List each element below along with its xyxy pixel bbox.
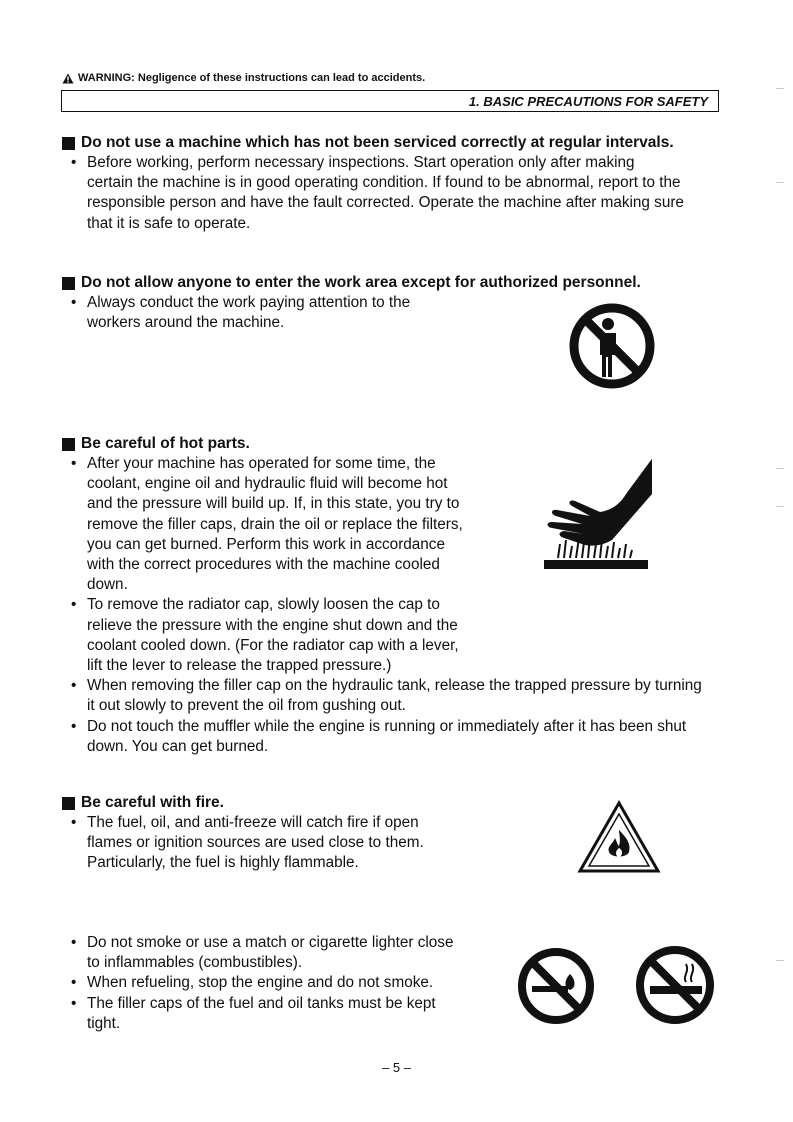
warning-text: WARNING: Negligence of these instructions can lead to accidents. [78, 72, 426, 84]
bullet-item: • When refueling, stop the engine and do not smoke. [71, 974, 434, 992]
edge-mark [776, 506, 784, 507]
bullet-item: • Do not smoke or use a match or cigarette lighter close to inflammables (combustibles). [71, 934, 454, 972]
section-heading: Do not use a machine which has not been serviced correctly at regular intervals. [62, 133, 684, 153]
section-serviced [62, 133, 684, 234]
edge-mark [776, 960, 784, 961]
section-title: 1. BASIC PRECAUTIONS FOR SAFETY [468, 94, 708, 109]
edge-mark [776, 88, 784, 89]
heading-square-icon [62, 277, 75, 290]
bullet-item: • After your machine has operated for some time, the coolant, engine oil and hydraulic fluid will become hot and the pressure will build up. If, in this state, you try to remove the filler caps, drain the oil or replace the filters, you can get burned. Perform this work in accordance with the correct procedures with the machine cooled down. [71, 455, 463, 594]
section-heading: Be careful with fire. [62, 793, 424, 813]
section-title-box [61, 90, 719, 112]
bullet-item: • Do not touch the muffler while the engine is running or immediately after it has been shut down. You can get burned. [71, 717, 687, 755]
bullet-item: • Before working, perform necessary inspections. Start operation only after making certain the machine is in good operating condition. If found to be abnormal, report to the responsible person and have the fault corrected. Operate the machine after making sure that it is safe to operate. [71, 154, 684, 232]
section-smoking [62, 933, 453, 1034]
bullet-item: • To remove the radiator cap, slowly loosen the cap to relieve the pressure with the engine shut down and the coolant cooled down. (For the radiator cap with a lever, lift the lever to release the trapped pressure.) [71, 596, 459, 675]
edge-mark [776, 468, 784, 469]
no-entry-person-icon [568, 302, 656, 390]
warning-triangle-icon [62, 73, 74, 84]
bullet-item: • The filler caps of the fuel and oil tanks must be kept tight. [71, 994, 436, 1032]
hot-surface-hand-icon [542, 454, 652, 572]
bullet-item: • When removing the filler cap on the hydraulic tank, release the trapped pressure by turning it out slowly to prevent the oil from gushing out. [71, 677, 702, 715]
section-heading: Do not allow anyone to enter the work area except for authorized personnel. [62, 273, 641, 293]
section-authorized [62, 273, 641, 333]
no-smoking-icon [634, 944, 716, 1026]
edge-mark [776, 182, 784, 183]
heading-square-icon [62, 797, 75, 810]
heading-square-icon [62, 438, 75, 451]
bullet-item: • The fuel, oil, and anti-freeze will catch fire if open flames or ignition sources are used close to them. Particularly, the fuel is highly flammable. [71, 814, 424, 872]
warning-line [62, 72, 425, 84]
section-heading: Be careful of hot parts. [62, 434, 702, 454]
no-open-flame-icon [516, 946, 596, 1026]
bullet-item: • Always conduct the work paying attention to the workers around the machine. [71, 294, 411, 332]
section-fire [62, 793, 424, 874]
page-number: – 5 – [382, 1060, 411, 1075]
heading-square-icon [62, 137, 75, 150]
flammable-warning-icon [577, 800, 661, 874]
